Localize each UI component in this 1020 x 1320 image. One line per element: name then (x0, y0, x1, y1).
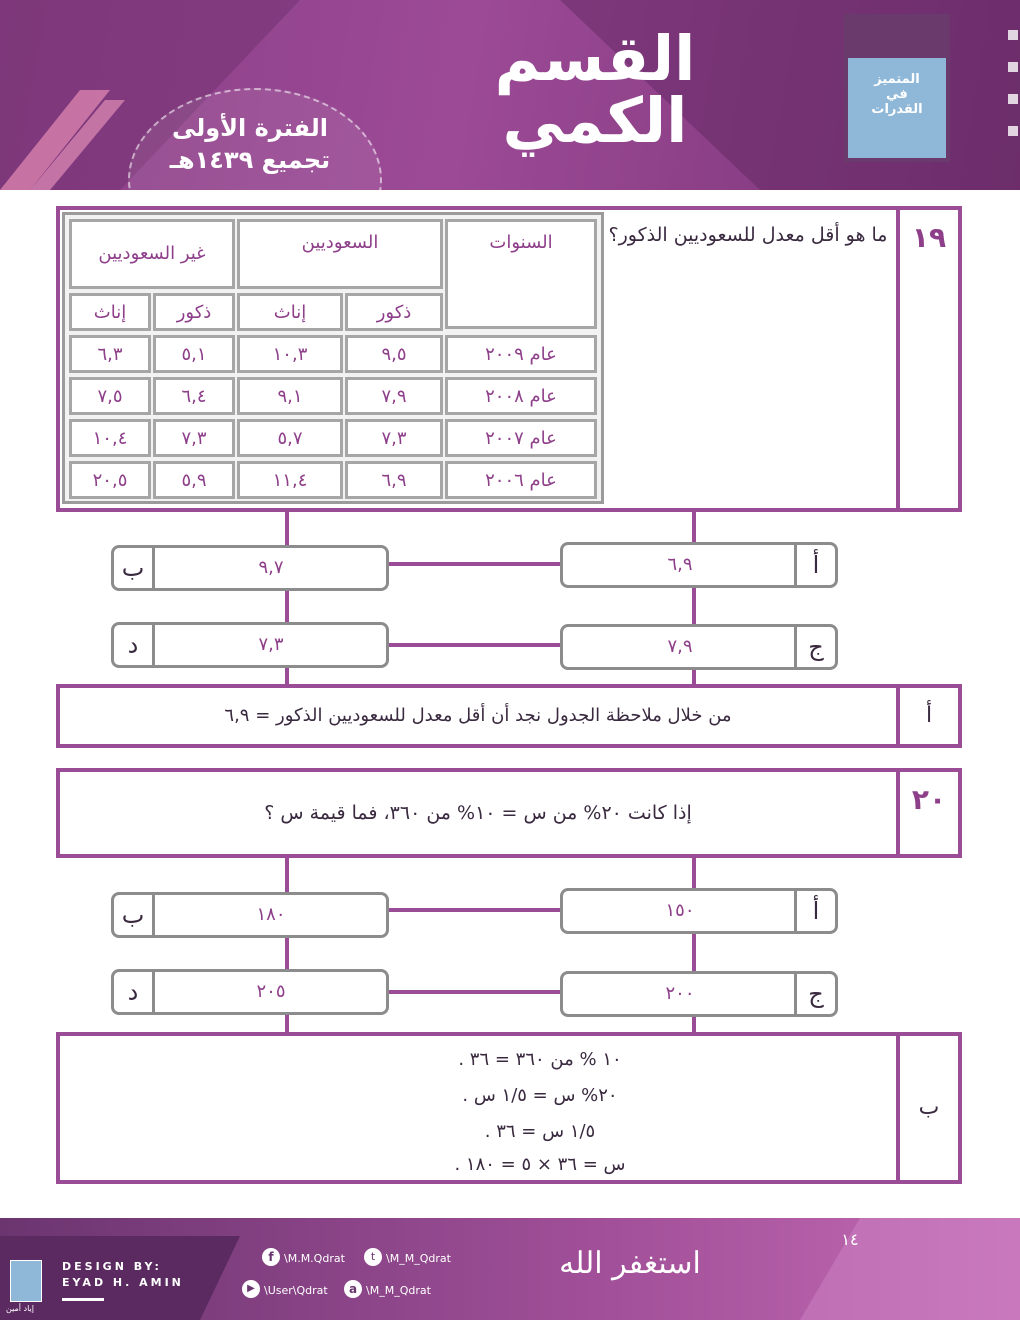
logo (844, 14, 950, 162)
answer-letter: أ (896, 688, 958, 744)
table-cell: ٦,٤ (153, 377, 235, 415)
facebook-handle[interactable]: \M.M.Qdrat (284, 1252, 345, 1265)
option-letter: ب (114, 895, 155, 935)
table-cell: ٧,٣ (345, 419, 443, 457)
table-cell-year: عام ٢٠٠٨ (445, 377, 597, 415)
table-cell: ١١,٤ (237, 461, 343, 499)
option-letter: ج (794, 627, 835, 667)
calligraphy: استغفر الله (559, 1246, 701, 1281)
option-letter: أ (794, 545, 835, 585)
dot-decoration (1008, 126, 1018, 136)
table-cell: ٢٠,٥ (69, 461, 151, 499)
table-cell-year: عام ٢٠٠٦ (445, 461, 597, 499)
designer-logo-icon (10, 1260, 42, 1302)
section-title (415, 22, 775, 157)
designer-signature: إياد أمين (6, 1304, 35, 1313)
option-letter: د (114, 625, 155, 665)
table-cell: ٧,٩ (345, 377, 443, 415)
period-year: تجميع ١٤٣٩هـ (169, 146, 331, 174)
solution-line: ١/٥ س = ٣٦ . (484, 1121, 596, 1142)
option-letter: أ (794, 891, 835, 931)
youtube-icon[interactable]: ▶ (242, 1280, 260, 1298)
option-value: ٢٠٥ (256, 981, 286, 1002)
period-label (130, 112, 370, 176)
table-cell: ٦,٩ (345, 461, 443, 499)
ask-icon[interactable]: a (344, 1280, 362, 1298)
page-number: ١٤ (841, 1230, 859, 1249)
answer-20-box (56, 1032, 962, 1184)
option-c[interactable] (560, 971, 838, 1017)
question-number: ١٩ (896, 210, 958, 508)
option-value: ١٥٠ (665, 900, 695, 921)
table-cell: ٩,١ (237, 377, 343, 415)
answer-letter: ب (896, 1036, 958, 1180)
option-value: ٧,٣ (258, 634, 284, 655)
dot-decoration (1008, 30, 1018, 40)
page-footer (0, 1218, 1020, 1320)
twitter-icon[interactable]: t (364, 1248, 382, 1266)
connector-line (388, 562, 562, 566)
design-by-label: DESIGN BY: (62, 1260, 162, 1273)
connector-line (388, 908, 562, 912)
solution-steps (260, 1042, 820, 1180)
question-20-box (56, 768, 962, 858)
option-value: ٩,٧ (258, 557, 284, 578)
data-table (62, 212, 604, 504)
question-text: ما هو أقل معدل للسعوديين الذكور؟ (608, 224, 888, 246)
option-a[interactable] (560, 888, 838, 934)
table-cell: ٧,٣ (153, 419, 235, 457)
option-letter: ج (794, 974, 835, 1014)
table-cell: ٥,١ (153, 335, 235, 373)
answer-explanation: من خلال ملاحظة الجدول نجد أن أقل معدل للسعوديين الذكور = ٦,٩ (224, 705, 732, 726)
designer-name: EYAD H. AMIN (62, 1276, 184, 1289)
table-cell: ١٠,٤ (69, 419, 151, 457)
table-cell: ٧,٥ (69, 377, 151, 415)
logo-text-1: المتميز (874, 72, 920, 87)
option-d[interactable] (111, 969, 389, 1015)
page-header (0, 0, 1020, 190)
solution-line: ١٠ % من ٣٦٠ = ٣٦ . (458, 1049, 622, 1070)
table-cell: ٩,٥ (345, 335, 443, 373)
question-text: إذا كانت ٢٠% من س = ١٠% من ٣٦٠، فما قيمة س ؟ (264, 802, 692, 824)
connector-line (388, 643, 562, 647)
connector-line (388, 990, 562, 994)
option-d[interactable] (111, 622, 389, 668)
option-value: ٧,٩ (667, 636, 693, 657)
title-line-1: القسم (494, 22, 696, 95)
ask-handle[interactable]: \M_M_Qdrat (366, 1284, 431, 1297)
table-cell: ٥,٩ (153, 461, 235, 499)
table-header-saudi-male: ذكور (345, 293, 443, 331)
divider (62, 1298, 104, 1301)
option-letter: د (114, 972, 155, 1012)
option-c[interactable] (560, 624, 838, 670)
table-header-years: السنوات (445, 219, 597, 329)
option-b[interactable] (111, 892, 389, 938)
title-line-2: الكمي (502, 84, 688, 157)
table-header-saudi-female: إناث (237, 293, 343, 331)
table-header-saudi: السعوديين (237, 219, 443, 289)
table-cell: ١٠,٣ (237, 335, 343, 373)
option-b[interactable] (111, 545, 389, 591)
solution-line: ٢٠% س = ١/٥ س . (462, 1085, 618, 1106)
dot-decoration (1008, 62, 1018, 72)
logo-text-2: في (886, 87, 908, 102)
question-number: ٢٠ (896, 772, 958, 854)
option-letter: ب (114, 548, 155, 588)
table-header-nonsaudi: غير السعوديين (69, 219, 235, 289)
facebook-icon[interactable]: f (262, 1248, 280, 1266)
answer-19-box (56, 684, 962, 748)
table-cell-year: عام ٢٠٠٧ (445, 419, 597, 457)
youtube-handle[interactable]: \User\Qdrat (264, 1284, 328, 1297)
table-header-nonsaudi-male: ذكور (153, 293, 235, 331)
period-title: الفترة الأولى (171, 114, 329, 142)
logo-text-3: القدرات (871, 102, 923, 117)
option-value: ٢٠٠ (665, 983, 695, 1004)
option-value: ٦,٩ (667, 554, 693, 575)
table-header-nonsaudi-female: إناث (69, 293, 151, 331)
table-cell: ٦,٣ (69, 335, 151, 373)
twitter-handle[interactable]: \M_M_Qdrat (386, 1252, 451, 1265)
table-cell-year: عام ٢٠٠٩ (445, 335, 597, 373)
table-cell: ٥,٧ (237, 419, 343, 457)
option-a[interactable] (560, 542, 838, 588)
option-value: ١٨٠ (256, 904, 286, 925)
dot-decoration (1008, 94, 1018, 104)
solution-line: س = ٣٦ × ٥ = ١٨٠ . (454, 1154, 626, 1175)
